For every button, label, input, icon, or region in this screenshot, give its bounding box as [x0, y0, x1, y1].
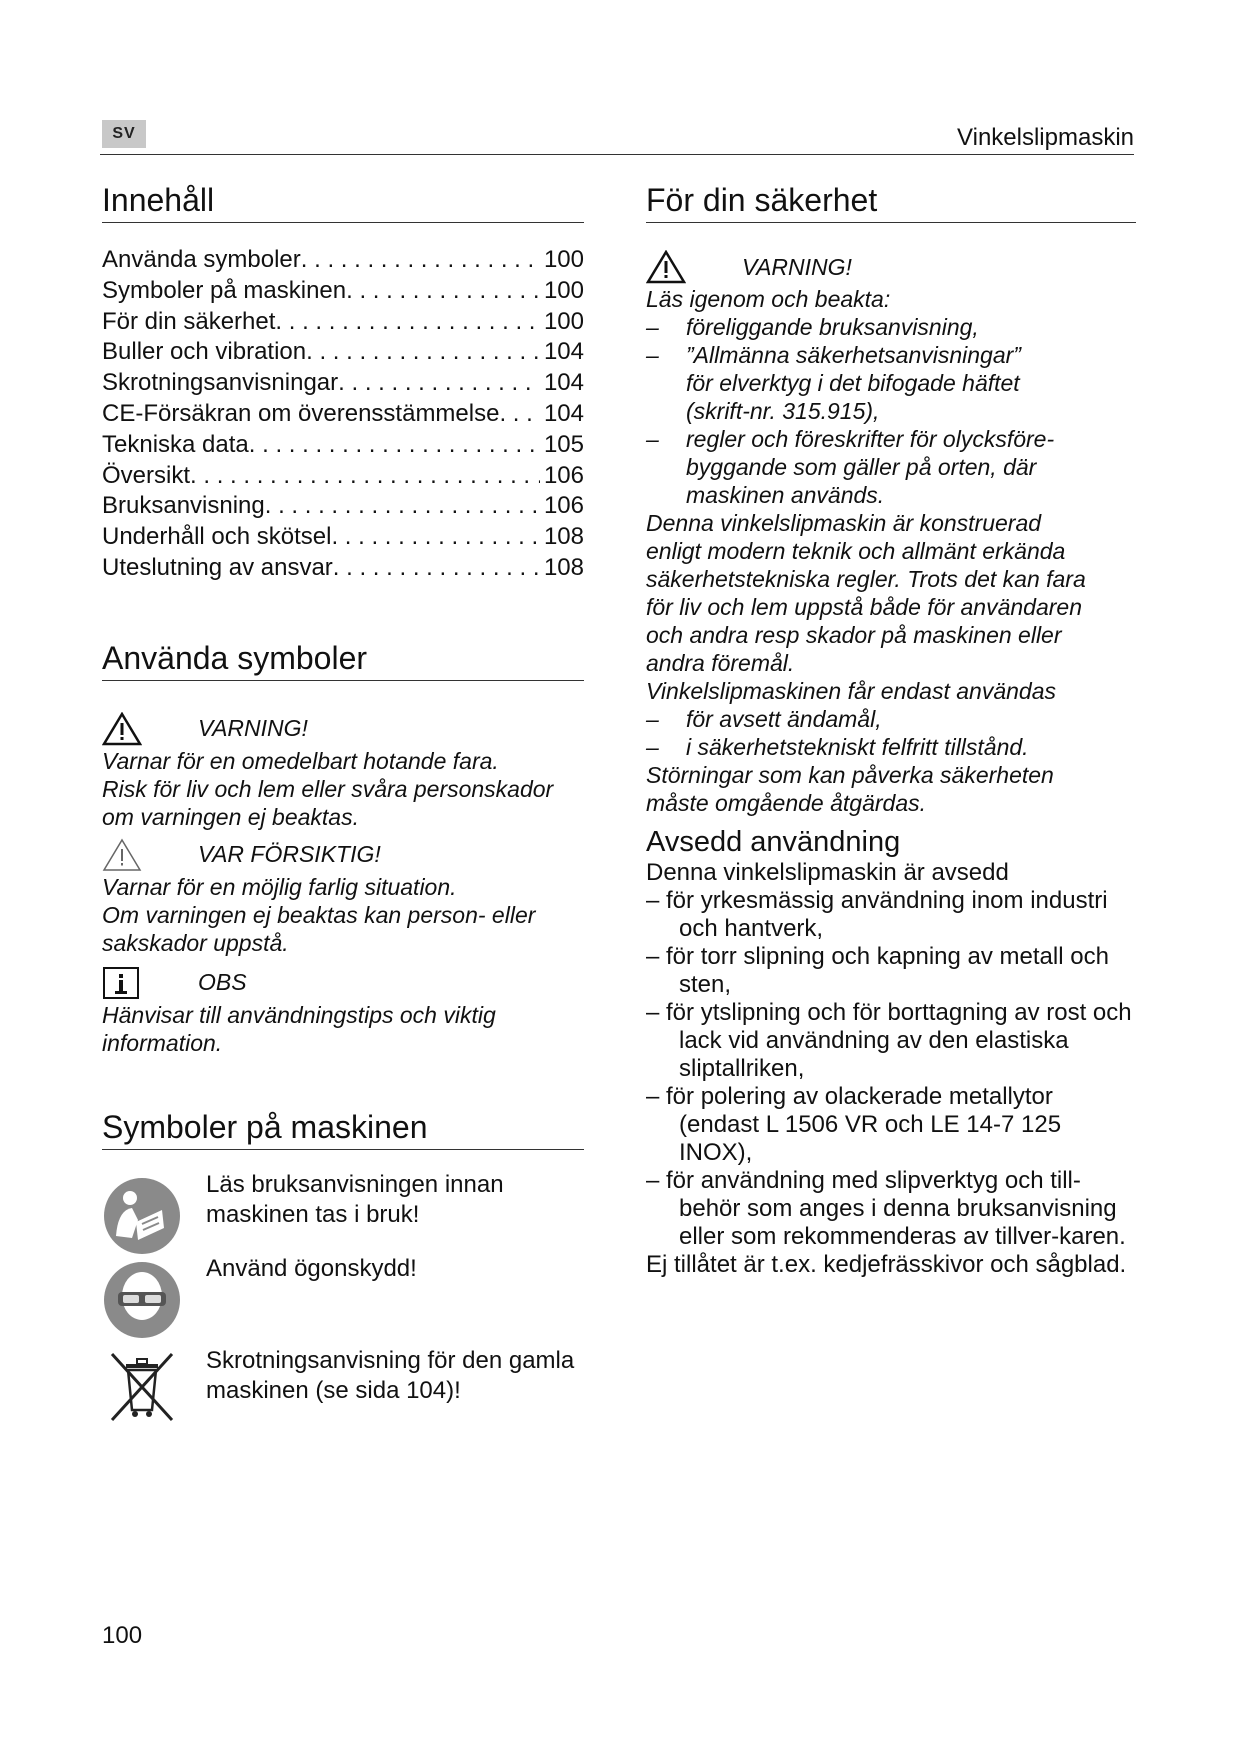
- list-item: – för avsett ändamål,: [646, 705, 1136, 733]
- read-manual-text: Läs bruksanvisningen innan maskinen tas i bruk!: [206, 1170, 504, 1228]
- warning-label: VARNING!: [198, 715, 308, 742]
- symbols-heading: Använda symboler: [102, 638, 584, 681]
- list-item: – ”Allmänna säkerhetsanvisningar” för elverktyg i det bifogade häftet (skrift-nr. 315.915),: [646, 341, 1136, 425]
- toc-entry[interactable]: Uteslutning av ansvar . . . 108: [102, 553, 584, 584]
- list-item: – i säkerhetstekniskt felfritt tillstånd.: [646, 733, 1136, 761]
- warning-triangle-icon: [646, 250, 686, 284]
- toc-entry[interactable]: Bruksanvisning . . . 106: [102, 491, 584, 522]
- read-manual-icon: [102, 1176, 182, 1256]
- list-item: – för polering av olackerade metallytor (endast L 1506 VR och LE 14-7 125 INOX),: [646, 1083, 1062, 1166]
- toc-entry[interactable]: Översikt . . . 106: [102, 461, 584, 492]
- list-item: – för ytslipning och för borttagning av rost och lack vid användning av den elastiska sliptallriken,: [646, 999, 1132, 1082]
- list-item: – för torr slipning och kapning av metall och sten,: [646, 943, 1109, 998]
- info-icon: [102, 966, 142, 1000]
- language-badge: SV: [102, 120, 146, 148]
- eye-protection-icon: [102, 1260, 182, 1340]
- toc-entry[interactable]: Underhåll och skötsel . . . 108: [102, 522, 584, 553]
- warning-symbol-block: [102, 711, 584, 831]
- table-of-contents: [102, 245, 584, 584]
- toc-entry[interactable]: Buller och vibration . . . 104: [102, 337, 584, 368]
- left-column: [102, 180, 584, 1426]
- note-label: OBS: [198, 969, 247, 996]
- toc-entry[interactable]: Symboler på maskinen . . . 100: [102, 276, 584, 307]
- intended-use-heading: Avsedd användning: [646, 826, 901, 858]
- warning-text: Varnar för en omedelbart hotande fara. Risk för liv och lem eller svåra personskador om varningen ej beaktas.: [102, 747, 554, 830]
- safety-text: Läs igenom och beakta: – föreliggande bruksanvisning, – ”Allmänna säkerhetsanvisningar” för elverktyg i det bifogade häftet (skrift-nr. 315.915), – regler och föreskrifter för olycksföre- byggande som gäller på orten, där maskinen används. Denna vinkelslipmaskin är konstruerad enligt modern teknik och allmänt erkända säkerhetstekniska regler. Trots det kan fara för liv och lem uppstå både för användaren och andra resp skador på maskinen eller andra föremål. Vinkelslipmaskinen får endast användas – för avsett ändamål, – i säkerhetstekniskt felfritt tillstånd. Störningar som kan påverka säkerheten måste omgående åtgärdas.: [646, 285, 1136, 817]
- toc-entry[interactable]: För din säkerhet . . . 100: [102, 307, 584, 338]
- toc-heading: Innehåll: [102, 180, 584, 223]
- safety-warning-row: [646, 249, 1136, 285]
- caution-text: Varnar för en möjlig farlig situation. Om varningen ej beaktas kan person- eller sakskador uppstå.: [102, 873, 536, 956]
- usage-conditions-list: [646, 705, 1136, 761]
- disposal-text: Skrotningsanvisning för den gamla maskinen (se sida 104)!: [206, 1346, 575, 1404]
- intended-use-note: Ej tillåtet är t.ex. kedjefrässkivor och sågblad.: [646, 1251, 1127, 1278]
- toc-entry[interactable]: Skrotningsanvisningar . . . 104: [102, 368, 584, 399]
- warning-triangle-icon: [102, 712, 142, 746]
- list-item: – för yrkesmässig användning inom industri och hantverk,: [646, 887, 1108, 942]
- list-item: – regler och föreskrifter för olycksföre- byggande som gäller på orten, där maskinen används.: [646, 425, 1136, 509]
- disposal-row: [102, 1346, 584, 1426]
- document-title: Vinkelslipmaskin: [957, 124, 1134, 151]
- caution-symbol-block: [102, 837, 584, 957]
- toc-entry[interactable]: Använda symboler . . . 100: [102, 245, 584, 276]
- read-manual-row: [102, 1170, 584, 1256]
- caution-triangle-icon: [102, 838, 142, 872]
- list-item: – för användning med slipverktyg och till-behör som anges i denna bruksanvisning eller som rekommenderas av tillver-karen.: [646, 1167, 1126, 1250]
- toc-entry[interactable]: CE-Försäkran om överensstämmelse . . . 104: [102, 399, 584, 430]
- machine-symbols-heading: Symboler på maskinen: [102, 1107, 584, 1150]
- note-symbol-block: [102, 965, 584, 1057]
- eye-protection-row: [102, 1254, 584, 1340]
- safety-heading: För din säkerhet: [646, 180, 1136, 223]
- caution-label: VAR FÖRSIKTIG!: [198, 841, 381, 868]
- eye-protection-text: Använd ögonskydd!: [206, 1254, 417, 1282]
- intended-use-intro: Denna vinkelslipmaskin är avsedd: [646, 859, 1009, 886]
- page-number: 100: [102, 1622, 143, 1649]
- toc-entry[interactable]: Tekniska data . . . 105: [102, 430, 584, 461]
- safety-warning-label: VARNING!: [742, 253, 852, 280]
- list-item: – föreliggande bruksanvisning,: [646, 313, 1136, 341]
- header-divider: [100, 154, 1134, 155]
- intended-use-list: [646, 887, 1136, 1251]
- right-column: [646, 180, 1136, 1279]
- safety-rules-list: [646, 313, 1136, 509]
- note-text: Hänvisar till användningstips och viktig information.: [102, 1001, 496, 1056]
- safety-paragraph: Denna vinkelslipmaskin är konstruerad enligt modern teknik och allmänt erkända säkerhetstekniska regler. Trots det kan fara för liv och lem uppstå både för användaren och andra resp skador på maskinen eller andra föremål.: [646, 510, 1086, 676]
- crossed-bin-icon: [102, 1346, 182, 1426]
